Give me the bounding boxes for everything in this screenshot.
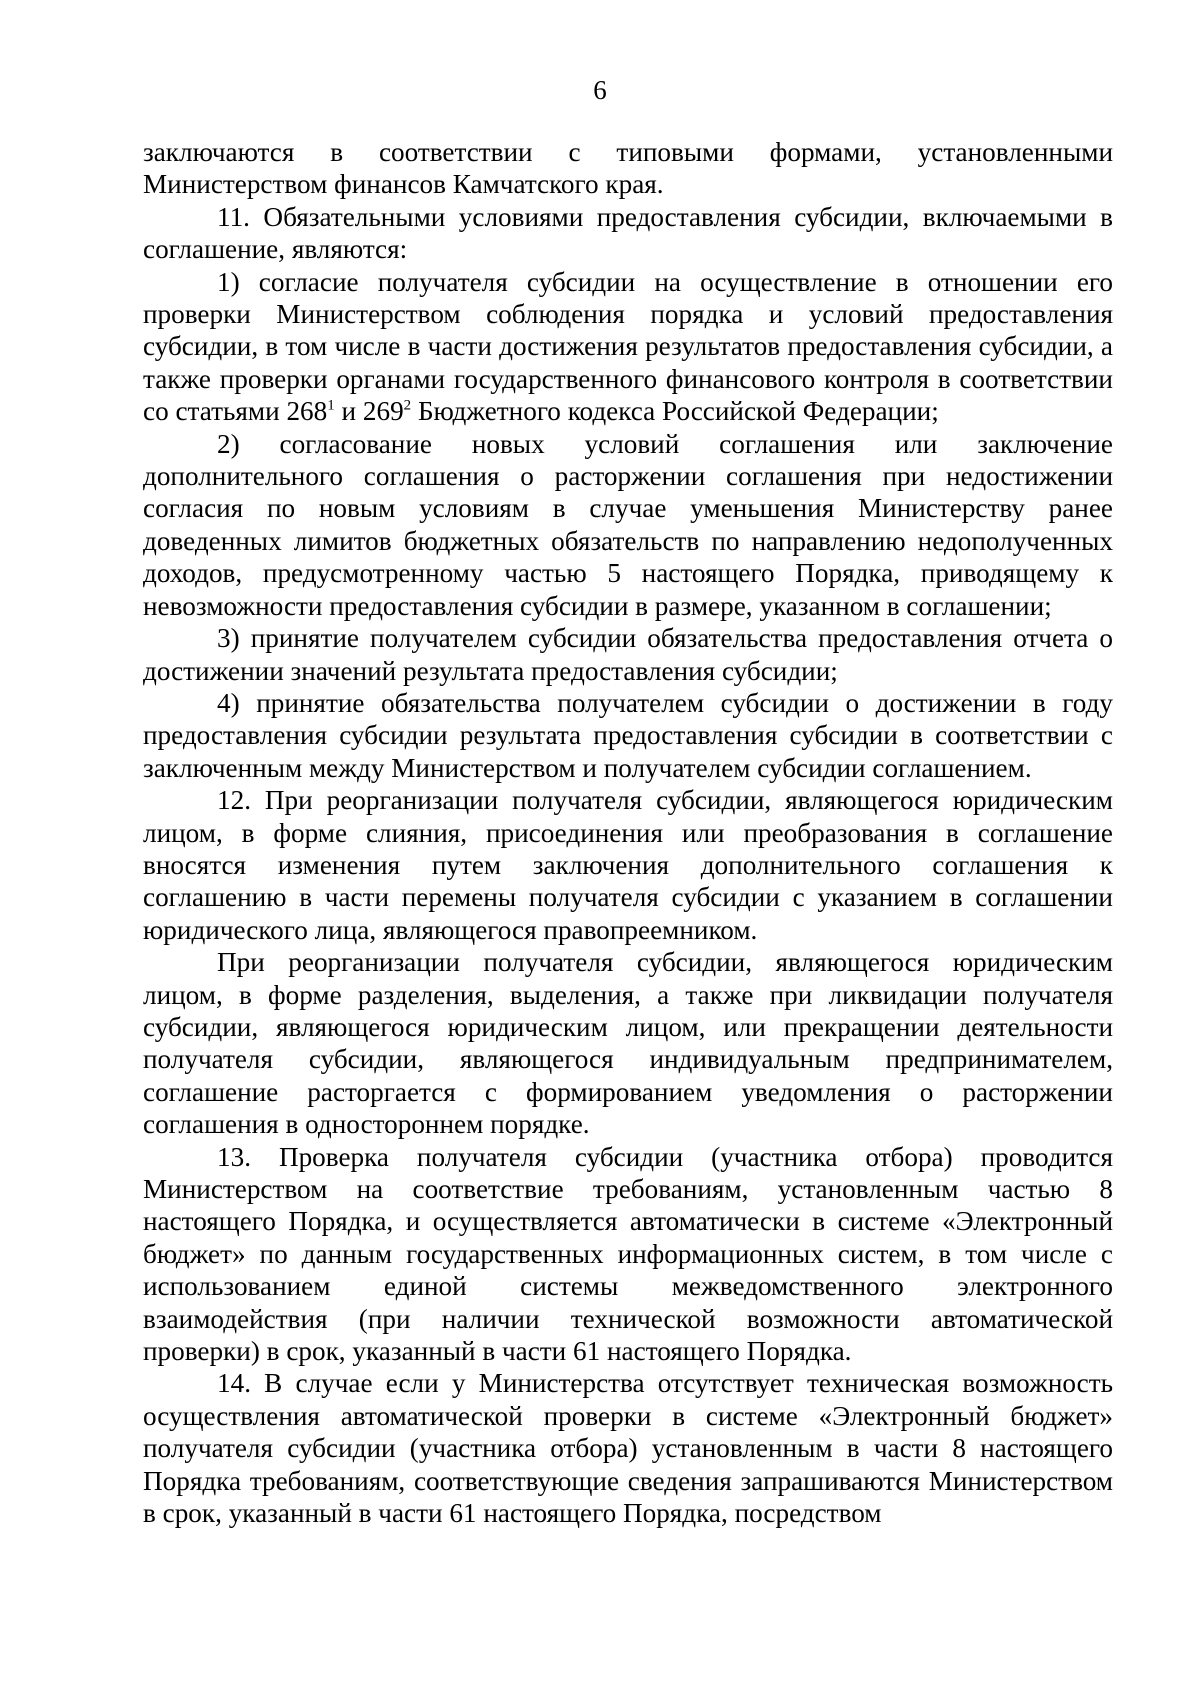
paragraph-item-11: 11. Обязательными условиями предоставления субсидии, включаемыми в соглашение, являются: [143,201,1113,265]
paragraph-item-14: 14. В случае если у Министерства отсутствует техническая возможность осуществления автоматической проверки в системе «Электронный бюджет» получателя субсидии (участника отбора) установленным в части 8 настоящего Порядка требованиям, соответствующие сведения запрашиваются Министерством в срок, указанный в части 61 настоящего Порядка, посредством [143,1368,1113,1529]
paragraph-item-12: 12. При реорганизации получателя субсидии, являющегося юридическим лицом, в форме слияния, присоединения или преобразования в соглашение вносятся изменения путем заключения дополнительного соглашения к соглашению в части перемены получателя субсидии с указанием в соглашении юридического лица, являющегося правопреемником. [143,785,1113,945]
paragraph-continuation: заключаются в соответствии с типовыми формами, установленными Министерством финансов Камчатского края. [143,137,1113,200]
article-269-superscript: 2 [403,397,412,414]
article-268-superscript: 1 [327,397,335,414]
subitem-1-tail: Бюджетного кодекса Российской Федерации; [411,396,939,427]
paragraph-subitem-3: 3) принятие получателем субсидии обязательства предоставления отчета о достижении значений результата предоставления субсидии; [143,623,1113,686]
article-269: 269 [362,396,404,427]
paragraph-subitem-2: 2) согласование новых условий соглашения или заключение дополнительного соглашения о расторжении соглашения при недостижении согласия по новым условиям в случае уменьшения Министерству ранее доведенных лимитов бюджетных обязательств по направлению недополученных доходов, предусмотренному частью 5 настоящего Порядка, приводящему к невозможности предоставления субсидии в размере, указанном в соглашении; [143,428,1113,621]
paragraph-subitem-4: 4) принятие обязательства получателем субсидии о достижении в году предоставления субсидии результата предоставления субсидии в соответствии с заключенным между Министерством и получателем субсидии соглашением. [143,687,1113,783]
document-body [143,136,1113,1529]
paragraph-item-12-continued: При реорганизации получателя субсидии, являющегося юридическим лицом, в форме разделения, выделения, а также при ликвидации получателя субсидии, являющегося юридическим лицом, или прекращении деятельности получателя субсидии, являющегося индивидуальным предпринимателем, соглашение расторгается с формированием уведомления о расторжении соглашения в одностороннем порядке. [143,947,1113,1140]
conjunction: и [334,396,363,427]
paragraph-subitem-1 [143,266,1113,428]
paragraph-item-13: 13. Проверка получателя субсидии (участника отбора) проводится Министерством на соответствие требованиям, установленным частью 8 настоящего Порядка, и осуществляется автоматически в системе «Электронный бюджет» по данным государственных информационных систем, в том числе с использованием единой системы межведомственного электронного взаимодействия (при наличии технической возможности автоматической проверки) в срок, указанный в части 61 настоящего Порядка. [143,1141,1113,1367]
page-number: 6 [593,75,607,105]
subitem-1-text: 1) согласие получателя субсидии на осуществление в отношении его проверки Министерством соблюдения порядка и условий предоставления субсидии, в том числе в части достижения результатов предоставления субсидии, а также проверки органами государственного финансового контроля в соответствии со статьями [143,266,1113,427]
article-268: 268 [286,396,328,427]
